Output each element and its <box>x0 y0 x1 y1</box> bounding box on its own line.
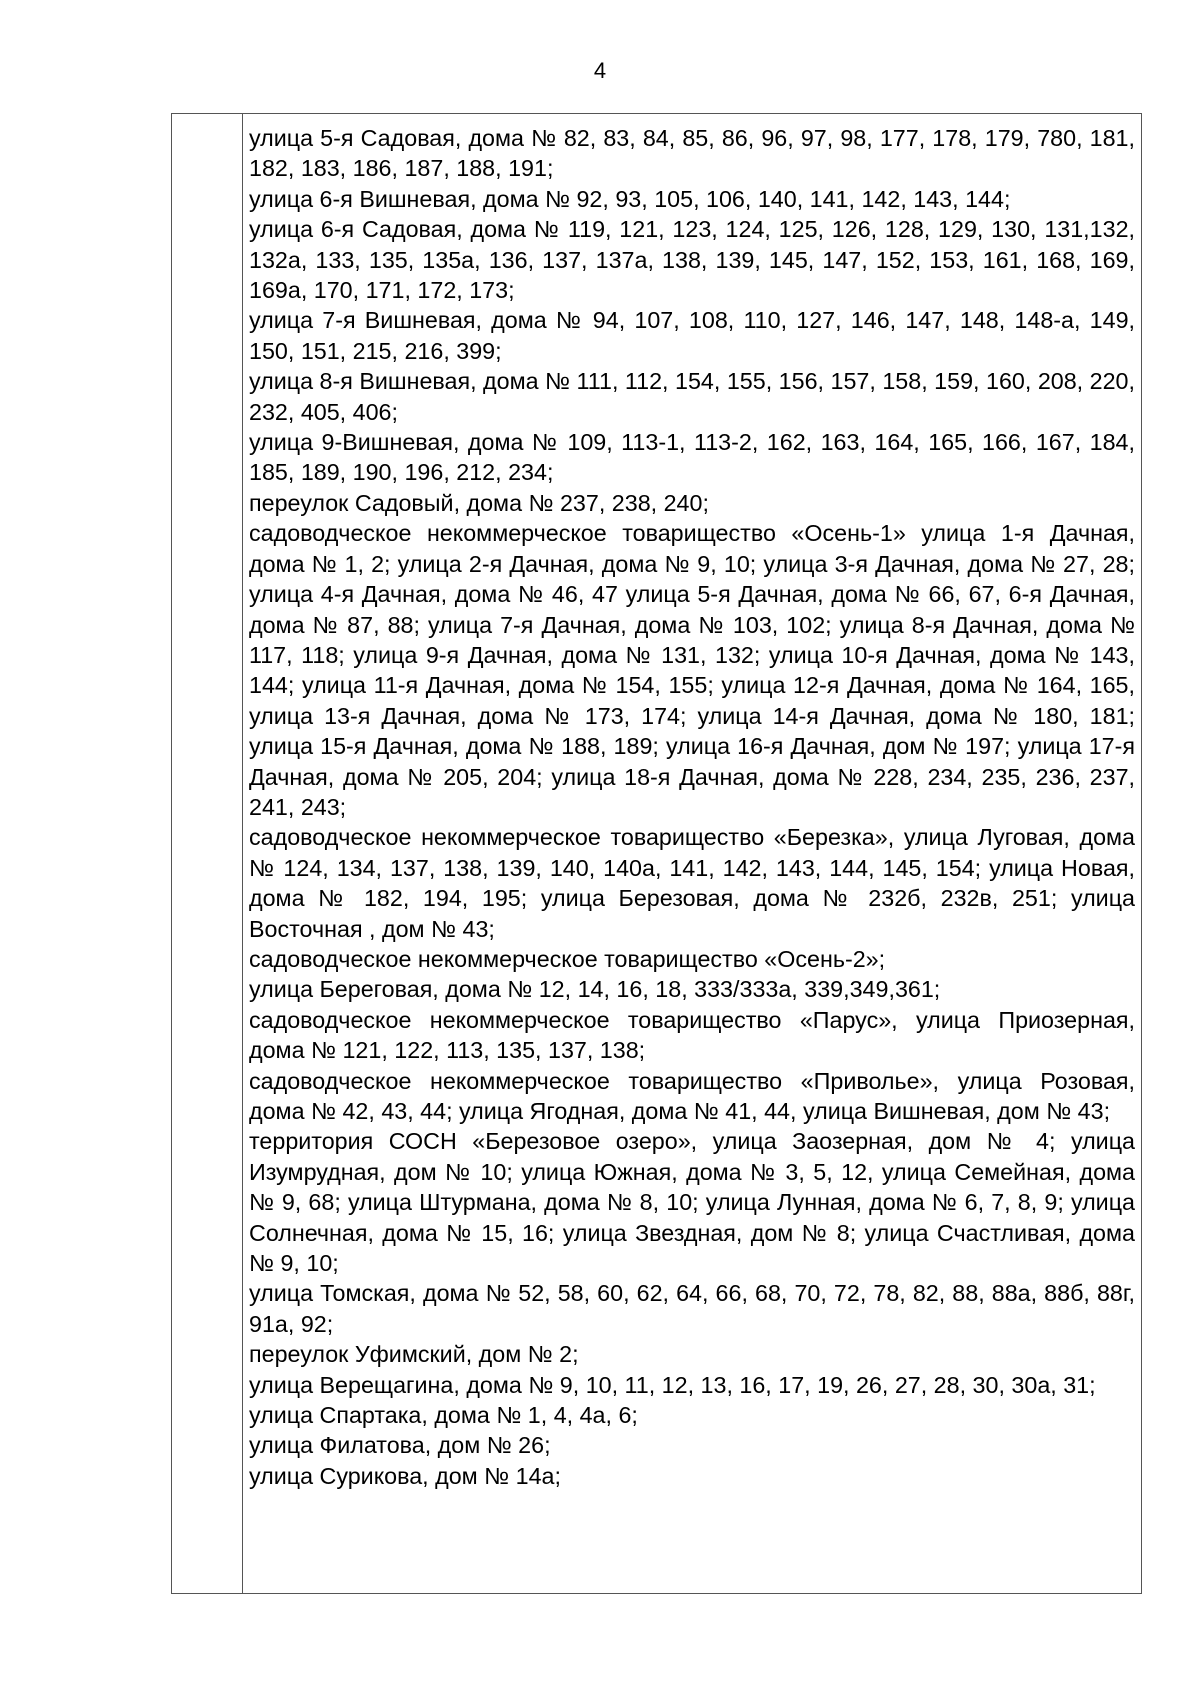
address-table <box>171 113 1142 1594</box>
table-address-column <box>243 114 1141 1593</box>
table-left-column <box>172 114 243 1593</box>
address-entry: улица 7-я Вишневая, дома № 94, 107, 108, 110, 127, 146, 147, 148, 148-а, 149, 150, 151, 215, 216, 399; <box>249 307 1135 364</box>
address-entry: садоводческое некоммерческое товарищество «Березка», улица Луговая, дома № 124, 134, 137, 138, 139, 140, 140а, 141, 142, 143, 144, 145, 154; улица Новая, дома № 182, 194, 195; улица Березовая, дома № 232б, 232в, 251; улица Восточная , дом № 43; <box>249 824 1135 942</box>
address-entry: улица Береговая, дома № 12, 14, 16, 18, 333/333а, 339,349,361; <box>249 976 941 1003</box>
address-entry: садоводческое некоммерческое товарищество «Приволье», улица Розовая, дома № 42, 43, 44; улица Ягодная, дома № 41, 44, улица Вишневая, дом № 43; <box>249 1067 1135 1124</box>
address-entry: улица Филатова, дом № 26; <box>249 1432 551 1459</box>
address-entry: улица Спартака, дома № 1, 4, 4а, 6; <box>249 1402 638 1429</box>
address-entry: садоводческое некоммерческое товарищество «Парус», улица Приозерная, дома № 121, 122, 113, 135, 137, 138; <box>249 1006 1135 1064</box>
address-entry: улица 9-Вишневая, дома № 109, 113-1, 113-2, 162, 163, 164, 165, 166, 167, 184, 185, 189, 190, 196, 212, 234; <box>249 429 1135 486</box>
address-entry: улица Верещагина, дома № 9, 10, 11, 12, 13, 16, 17, 19, 26, 27, 28, 30, 30а, 31; <box>249 1371 1096 1398</box>
address-entry: улица 8-я Вишневая, дома № 111, 112, 154, 155, 156, 157, 158, 159, 160, 208, 220, 232, 405, 406; <box>249 368 1135 425</box>
address-entry: территория СОСН «Березовое озеро», улица Заозерная, дом № 4; улица Изумрудная, дом № 10; улица Южная, дома № 3, 5, 12, улица Семейная, дома № 9, 68; улица Штурмана, дома № 8, 10; улица Лунная, дома № 6, 7, 8, 9; улица Солнечная, дома № 15, 16; улица Звездная, дом № 8; улица Счастливая, дома № 9, 10; <box>249 1128 1135 1277</box>
address-entry: улица Томская, дома № 52, 58, 60, 62, 64, 66, 68, 70, 72, 78, 82, 88, 88а, 88б, 88г, 91а, 92; <box>249 1280 1135 1337</box>
page-number: 4 <box>593 58 607 83</box>
address-entry: улица 5-я Садовая, дома № 82, 83, 84, 85, 86, 96, 97, 98, 177, 178, 179, 780, 181, 182, 183, 186, 187, 188, 191; <box>249 125 1135 182</box>
address-entry: переулок Садовый, дома № 237, 238, 240; <box>249 489 709 516</box>
address-entry: садоводческое некоммерческое товарищество «Осень-1» улица 1-я Дачная, дома № 1, 2; улица 2-я Дачная, дома № 9, 10; улица 3-я Дачная, дома № 27, 28; улица 4-я Дачная, дома № 46, 47 улица 5-я Дачная, дома № 66, 67, 6-я Дачная, дома № 87, 88; улица 7-я Дачная, дома № 103, 102; улица 8-я Дачная, дома № 117, 118; улица 9-я Дачная, дома № 131, 132; улица 10-я Дачная, дома № 143, 144; улица 11-я Дачная, дома № 154, 155; улица 12-я Дачная, дома № 164, 165, улица 13-я Дачная, дома № 173, 174; улица 14-я Дачная, дома № 180, 181; улица 15-я Дачная, дома № 188, 189; улица 16-я Дачная, дом № 197; улица 17-я Дачная, дома № 205, 204; улица 18-я Дачная, дома № 228, 234, 235, 236, 237, 241, 243; <box>249 520 1135 820</box>
address-entry: улица 6-я Садовая, дома № 119, 121, 123, 124, 125, 126, 128, 129, 130, 131,132, 132а, 133, 135, 135а, 136, 137, 137а, 138, 139, 145, 147, 152, 153, 161, 168, 169, 169а, 170, 171, 172, 173; <box>249 216 1135 304</box>
address-entry: улица 6-я Вишневая, дома № 92, 93, 105, 106, 140, 141, 142, 143, 144; <box>249 185 1011 212</box>
address-entry: улица Сурикова, дом № 14а; <box>249 1462 561 1489</box>
address-entry: садоводческое некоммерческое товарищество «Осень-2»; <box>249 945 886 972</box>
address-entry: переулок Уфимский, дом № 2; <box>249 1341 579 1368</box>
